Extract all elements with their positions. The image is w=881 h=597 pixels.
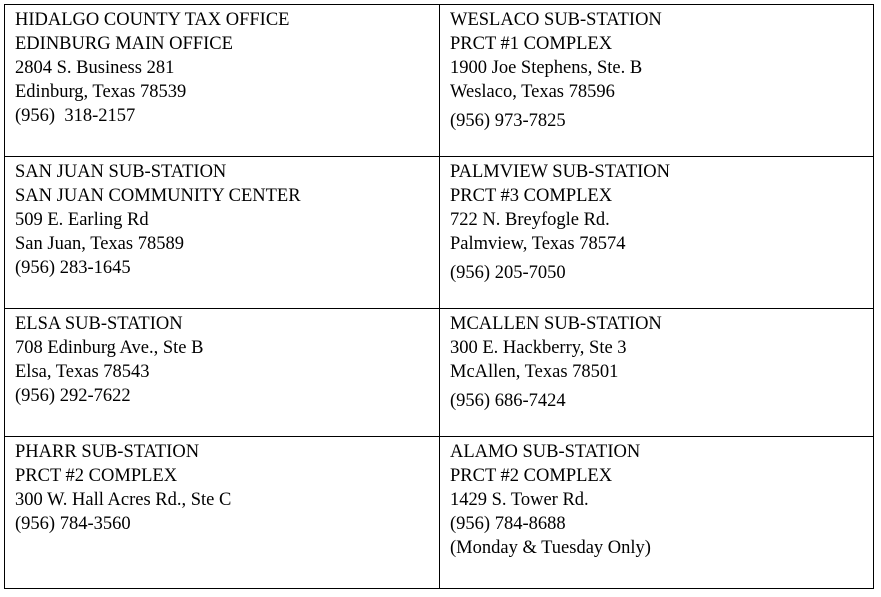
office-phone: (956) 784-3560 [15, 514, 131, 535]
office-city: Edinburg, Texas 78539 [15, 82, 187, 102]
office-cell-mcallen [440, 308, 874, 437]
office-street: 1429 S. Tower Rd. [450, 490, 589, 511]
office-city: San Juan, Texas 78589 [15, 233, 184, 254]
office-city: Palmview, Texas 78574 [450, 233, 626, 254]
office-location-name: PRCT #2 COMPLEX [15, 466, 178, 487]
office-street: 509 E. Earling Rd [15, 209, 149, 230]
table-row [5, 437, 874, 589]
office-phone: (956) 318-2157 [15, 106, 136, 126]
office-phone: (956) 283-1645 [15, 257, 131, 278]
office-phone: (956) 973-7825 [450, 111, 566, 131]
office-name: PHARR SUB-STATION [15, 442, 200, 463]
office-location-name: EDINBURG MAIN OFFICE [15, 34, 233, 54]
office-cell-palmview [440, 156, 874, 308]
office-cell-alamo [440, 437, 874, 589]
office-name: ELSA SUB-STATION [15, 313, 183, 334]
office-location-name: PRCT #1 COMPLEX [450, 34, 613, 54]
office-cell-weslaco [440, 5, 874, 157]
office-street: 300 W. Hall Acres Rd., Ste C [15, 490, 232, 511]
office-street: 2804 S. Business 281 [15, 58, 175, 78]
office-cell-san-juan [5, 156, 440, 308]
office-street: 300 E. Hackberry, Ste 3 [450, 337, 627, 358]
office-street: 1900 Joe Stephens, Ste. B [450, 58, 643, 78]
office-phone: (956) 292-7622 [15, 385, 131, 406]
office-location-name: PRCT #2 COMPLEX [450, 466, 613, 487]
office-locations-table [4, 4, 874, 589]
table-row [5, 156, 874, 308]
table-row [5, 308, 874, 437]
office-name: ALAMO SUB-STATION [450, 442, 641, 463]
office-city: Weslaco, Texas 78596 [450, 82, 615, 102]
office-location-name: SAN JUAN COMMUNITY CENTER [15, 185, 301, 206]
office-phone: (956) 686-7424 [450, 390, 566, 411]
office-hours-note: (Monday & Tuesday Only) [450, 538, 651, 559]
office-cell-pharr [5, 437, 440, 589]
office-city: Elsa, Texas 78543 [15, 361, 150, 382]
table-row [5, 5, 874, 157]
office-name: WESLACO SUB-STATION [450, 10, 662, 30]
office-name: MCALLEN SUB-STATION [450, 313, 662, 334]
office-cell-edinburg-main [5, 5, 440, 157]
office-street: 722 N. Breyfogle Rd. [450, 209, 610, 230]
office-name: SAN JUAN SUB-STATION [15, 161, 227, 182]
office-name: HIDALGO COUNTY TAX OFFICE [15, 10, 290, 30]
office-phone: (956) 784-8688 [450, 514, 566, 535]
office-name: PALMVIEW SUB-STATION [450, 161, 671, 182]
office-location-name: PRCT #3 COMPLEX [450, 185, 613, 206]
office-cell-elsa [5, 308, 440, 437]
office-street: 708 Edinburg Ave., Ste B [15, 337, 204, 358]
office-city: McAllen, Texas 78501 [450, 361, 619, 382]
office-phone: (956) 205-7050 [450, 262, 566, 283]
